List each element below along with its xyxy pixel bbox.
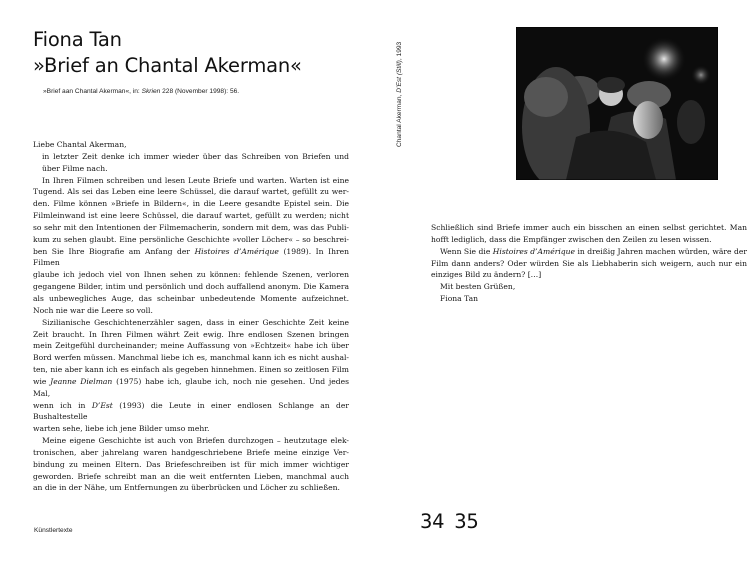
film-title: Histoires d’Amérique bbox=[194, 246, 279, 256]
salutation: Liebe Chantal Akerman, bbox=[33, 140, 127, 149]
source-note-rest: 228 (November 1998): 56. bbox=[160, 88, 240, 95]
signature: Fiona Tan bbox=[440, 294, 478, 304]
paragraph-2: In Ihren Filmen schreiben und lesen Leute Briefe und warten. Warten ist eine Tugend. Als sei das Leben eine leere Schüssel, die darauf wartet, gefüllt zu wer- den. Filme können »Briefe in Bildern«, in die Leere gesandte Epistel sein. Die Filmleinwand ist eine leere Schüssel, die darauf wartet, gefüllt zu werden; nicht so sehr mit den Intentionen der Filmemacherin, sondern mit dem, was das Publi- kum zu sehen glaubt. Eine persönliche Geschichte »voller Löcher« – so beschrei- ben Sie Ihre Biografie am Anfang der Histoires d’Amérique (1989). In Ihren Filmen glaube ich jedoch viel von Ihnen sehen zu können: fehlende Szenen, verloren gegangene Bilder, intim und persönlich und doch auffallend anonym. Die Kamera als unbewegliches Auge, das scheinbar unbedeutende Momente aufzeichnet. Noch nie war die Leere so voll. bbox=[33, 175, 349, 315]
title-work: »Brief an Chantal Akerman« bbox=[33, 54, 302, 77]
paragraph-6: Wenn Sie die Histoires d’Amérique in dreißig Jahren machen würden, wäre der Film dann anders? Oder würden Sie als Liebhaberin sich weigern, auch nur ein einziges Bild zu ändern? […] bbox=[431, 246, 747, 280]
page-number-right: 35 bbox=[454, 510, 479, 533]
line-with-title: wie Jeanne Dielman (1975) habe ich, glaube ich, noch nie gesehen. Und jedes Mal, bbox=[33, 376, 349, 398]
paragraph-5: Schließlich sind Briefe immer auch ein bisschen an einen selbst gerichtet. Man hofft lediglich, dass die Empfänger zwischen den Zeilen zu lesen wissen. bbox=[431, 223, 747, 244]
photo-caption: Chantal Akerman, D’Est (Still), 1993 bbox=[396, 41, 403, 147]
source-note-text: »Brief aan Chantal Akerman«, in: bbox=[43, 88, 142, 95]
letter-body-left bbox=[33, 139, 349, 494]
film-title: Jeanne Dielman bbox=[50, 376, 113, 386]
film-still-photo bbox=[516, 27, 718, 180]
source-note bbox=[43, 88, 239, 95]
line-with-title: wenn ich in D’Est (1993) die Leute in einer endlosen Schlange an der Bushaltestelle bbox=[33, 400, 349, 422]
article-title bbox=[33, 27, 302, 79]
film-title: Histoires d’Amérique bbox=[492, 246, 576, 256]
section-label: Künstlertexte bbox=[34, 527, 73, 534]
page-numbers bbox=[420, 510, 478, 533]
line-with-title: ben Sie Ihre Biografie am Anfang der Histoires d’Amérique (1989). In Ihren Filmen bbox=[33, 246, 349, 268]
film-title: D’Est bbox=[91, 400, 113, 410]
paragraph-3: Sizilianische Geschichtenerzähler sagen, dass in einer Geschichte Zeit keine Zeit braucht. In Ihren Filmen währt Zeit ewig. Ihre endlosen Szenen bringen mein Zeitgefühl durcheinander; meine Auffassung von »Echtzeit« habe ich über Bord werfen müssen. Manchmal liebe ich es, manchmal kann ich es nicht aushal- ten, nie aber kann ich es einfach als gegeben hinnehmen. Einen so zeitlosen Film wie Jeanne Dielman (1975) habe ich, glaube ich, noch nie gesehen. Und jedes Mal, wenn ich in D’Est (1993) die Leute in einer endlosen Schlange an der Bushaltestelle warten sehe, liebe ich jene Bilder umso mehr. bbox=[33, 317, 349, 434]
film-still-image bbox=[516, 27, 718, 180]
page-number-left: 34 bbox=[420, 510, 445, 533]
closing: Mit besten Grüßen, Fiona Tan bbox=[431, 281, 747, 305]
caption-film-title: D’Est (Still) bbox=[396, 60, 403, 93]
source-note-journal: Skrien bbox=[141, 88, 161, 95]
paragraph-4: Meine eigene Geschichte ist auch von Briefen durchzogen – heutzutage elek- tronischen, aber jahrelang waren handgeschriebene Briefe meine einzige Ver- bindung zu meinen Eltern. Das Briefeschreiben ist für mich immer wichtiger geworden. Briefe schreibt man an die weit entfernten Lieben, manchmal auch an die in der Nähe, um Entfernungen zu überbrücken und Löcher zu schließen. bbox=[33, 436, 349, 493]
letter-body-right bbox=[431, 222, 747, 305]
paragraph-1: in letzter Zeit denke ich immer wieder über das Schreiben von Briefen und über Filme nach. bbox=[42, 151, 349, 173]
title-author: Fiona Tan bbox=[33, 28, 122, 51]
line-with-title: Wenn Sie die Histoires d’Amérique in dreißig Jahren machen würden, wäre der bbox=[440, 246, 747, 256]
